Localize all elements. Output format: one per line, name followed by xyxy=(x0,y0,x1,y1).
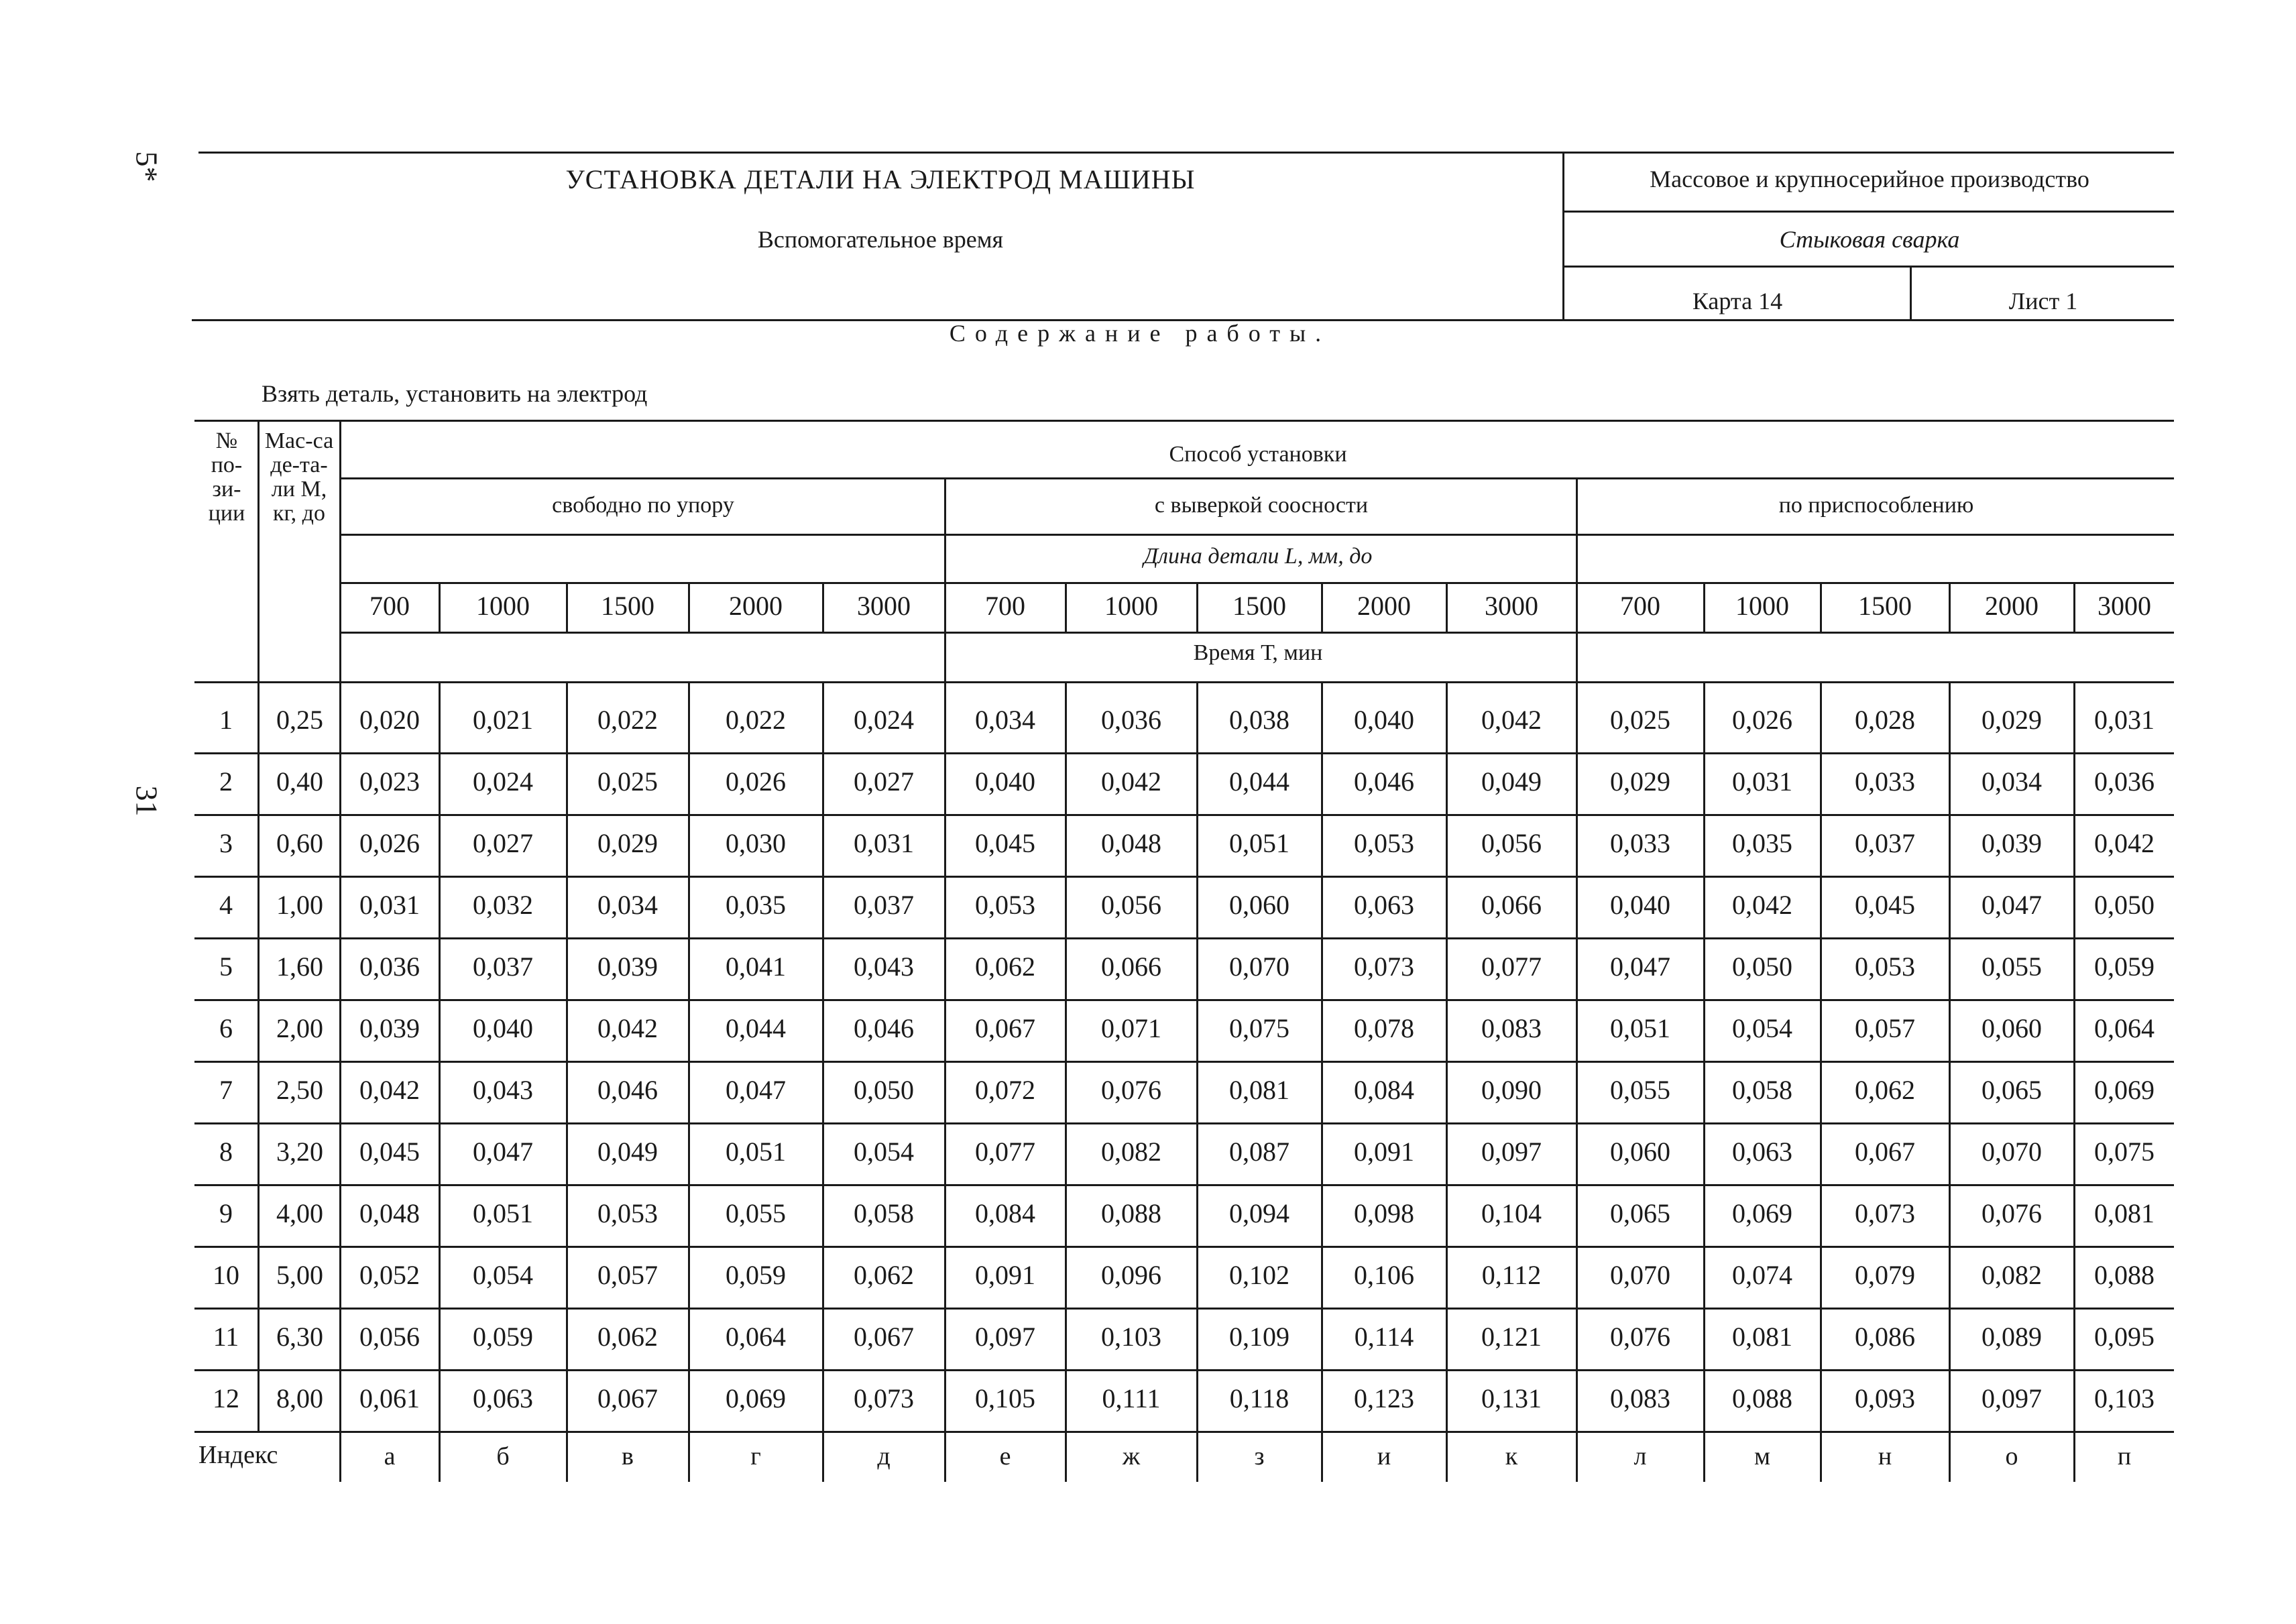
time-value-cell: 0,088 xyxy=(1101,1198,1161,1228)
time-value-cell: 0,088 xyxy=(2094,1260,2155,1290)
time-value-cell: 0,079 xyxy=(1855,1260,1915,1290)
card-number: Карта 14 xyxy=(1692,288,1783,314)
time-value-cell: 0,062 xyxy=(597,1322,658,1352)
time-value-cell: 0,078 xyxy=(1354,1013,1414,1043)
time-value-cell: 0,037 xyxy=(473,951,533,982)
time-value-cell: 0,039 xyxy=(359,1013,420,1043)
time-value-cell: 0,103 xyxy=(1101,1322,1161,1352)
time-value-cell: 0,089 xyxy=(1982,1322,2042,1352)
length-header: Длина детали L, мм, до xyxy=(1143,544,1373,569)
time-value-cell: 0,067 xyxy=(597,1383,658,1413)
method-free-stop: свободно по упору xyxy=(552,493,734,518)
time-value-cell: 0,037 xyxy=(854,890,914,920)
time-value-cell: 0,074 xyxy=(1732,1260,1792,1290)
length-value: 3000 xyxy=(2098,591,2151,621)
time-value-cell: 0,050 xyxy=(854,1075,914,1105)
time-value-cell: 0,064 xyxy=(726,1322,786,1352)
time-value-cell: 0,103 xyxy=(2094,1383,2155,1413)
time-value-cell: 0,065 xyxy=(1982,1075,2042,1105)
time-value-cell: 0,024 xyxy=(854,705,914,735)
time-value-cell: 0,091 xyxy=(975,1260,1035,1290)
time-value-cell: 0,054 xyxy=(854,1137,914,1167)
row-position-number: 7 xyxy=(219,1075,233,1105)
time-value-cell: 0,053 xyxy=(597,1198,658,1228)
time-value-cell: 0,050 xyxy=(2094,890,2155,920)
time-value-cell: 0,047 xyxy=(1610,951,1670,982)
time-value-cell: 0,030 xyxy=(726,828,786,858)
time-value-cell: 0,109 xyxy=(1229,1322,1289,1352)
time-value-cell: 0,053 xyxy=(1855,951,1915,982)
time-value-cell: 0,076 xyxy=(1101,1075,1161,1105)
time-value-cell: 0,039 xyxy=(1982,828,2042,858)
time-value-cell: 0,057 xyxy=(597,1260,658,1290)
time-value-cell: 0,031 xyxy=(2094,705,2155,735)
index-letter: к xyxy=(1505,1442,1518,1470)
time-value-cell: 0,059 xyxy=(2094,951,2155,982)
time-value-cell: 0,046 xyxy=(1354,766,1414,797)
time-value-cell: 0,025 xyxy=(1610,705,1670,735)
time-value-cell: 0,034 xyxy=(975,705,1035,735)
time-value-cell: 0,081 xyxy=(2094,1198,2155,1228)
time-value-cell: 0,026 xyxy=(726,766,786,797)
index-letter: а xyxy=(384,1442,396,1470)
time-value-cell: 0,040 xyxy=(1354,705,1414,735)
time-value-cell: 0,073 xyxy=(1855,1198,1915,1228)
time-value-cell: 0,051 xyxy=(1610,1013,1670,1043)
time-value-cell: 0,049 xyxy=(597,1137,658,1167)
time-value-cell: 0,065 xyxy=(1610,1198,1670,1228)
page-title: УСТАНОВКА ДЕТАЛИ НА ЭЛЕКТРОД МАШИНЫ xyxy=(565,164,1196,194)
time-value-cell: 0,097 xyxy=(1481,1137,1542,1167)
time-value-cell: 0,043 xyxy=(854,951,914,982)
time-value-cell: 0,055 xyxy=(726,1198,786,1228)
time-value-cell: 0,064 xyxy=(2094,1013,2155,1043)
time-value-cell: 0,072 xyxy=(975,1075,1035,1105)
time-value-cell: 0,035 xyxy=(726,890,786,920)
time-value-cell: 0,098 xyxy=(1354,1198,1414,1228)
time-value-cell: 0,058 xyxy=(854,1198,914,1228)
time-value-cell: 0,094 xyxy=(1229,1198,1289,1228)
time-value-cell: 0,052 xyxy=(359,1260,420,1290)
time-value-cell: 0,077 xyxy=(975,1137,1035,1167)
row-mass-value: 6,30 xyxy=(276,1322,323,1352)
production-type: Массовое и крупносерийное производство xyxy=(1650,166,2089,192)
index-letter: ж xyxy=(1122,1442,1141,1470)
time-value-cell: 0,071 xyxy=(1101,1013,1161,1043)
time-value-cell: 0,031 xyxy=(359,890,420,920)
time-value-cell: 0,097 xyxy=(975,1322,1035,1352)
time-value-cell: 0,131 xyxy=(1481,1383,1542,1413)
method-alignment: с выверкой соосности xyxy=(1154,493,1369,518)
time-value-cell: 0,062 xyxy=(854,1260,914,1290)
index-letter: в xyxy=(622,1442,634,1470)
method-header: Способ установки xyxy=(1169,442,1347,467)
index-letter: з xyxy=(1254,1442,1265,1470)
time-value-cell: 0,035 xyxy=(1732,828,1792,858)
time-value-cell: 0,045 xyxy=(975,828,1035,858)
time-value-cell: 0,063 xyxy=(1732,1137,1792,1167)
time-value-cell: 0,118 xyxy=(1229,1383,1289,1413)
time-value-cell: 0,086 xyxy=(1855,1322,1915,1352)
row-mass-value: 8,00 xyxy=(276,1383,323,1413)
time-value-cell: 0,090 xyxy=(1481,1075,1542,1105)
time-value-cell: 0,029 xyxy=(597,828,658,858)
time-value-cell: 0,036 xyxy=(359,951,420,982)
time-value-cell: 0,073 xyxy=(1354,951,1414,982)
index-letter: н xyxy=(1878,1442,1892,1470)
time-value-cell: 0,053 xyxy=(1354,828,1414,858)
length-value: 1000 xyxy=(1104,591,1158,621)
time-value-cell: 0,041 xyxy=(726,951,786,982)
time-value-cell: 0,069 xyxy=(2094,1075,2155,1105)
time-value-cell: 0,042 xyxy=(1732,890,1792,920)
time-value-cell: 0,067 xyxy=(854,1322,914,1352)
index-letter: п xyxy=(2117,1442,2132,1470)
time-value-cell: 0,084 xyxy=(975,1198,1035,1228)
time-value-cell: 0,070 xyxy=(1610,1260,1670,1290)
row-position-number: 6 xyxy=(219,1013,233,1043)
time-value-cell: 0,046 xyxy=(597,1075,658,1105)
time-value-cell: 0,042 xyxy=(359,1075,420,1105)
time-value-cell: 0,053 xyxy=(975,890,1035,920)
time-value-cell: 0,032 xyxy=(473,890,533,920)
time-value-cell: 0,083 xyxy=(1481,1013,1542,1043)
time-value-cell: 0,060 xyxy=(1982,1013,2042,1043)
time-value-cell: 0,066 xyxy=(1481,890,1542,920)
time-value-cell: 0,022 xyxy=(726,705,786,735)
row-mass-value: 1,60 xyxy=(276,951,323,982)
time-value-cell: 0,050 xyxy=(1732,951,1792,982)
time-value-cell: 0,075 xyxy=(2094,1137,2155,1167)
row-mass-value: 1,00 xyxy=(276,890,323,920)
time-value-cell: 0,066 xyxy=(1101,951,1161,982)
time-value-cell: 0,040 xyxy=(1610,890,1670,920)
time-value-cell: 0,043 xyxy=(473,1075,533,1105)
time-value-cell: 0,070 xyxy=(1982,1137,2042,1167)
time-value-cell: 0,076 xyxy=(1982,1198,2042,1228)
index-letter: и xyxy=(1377,1442,1391,1470)
time-value-cell: 0,040 xyxy=(473,1013,533,1043)
work-heading: Содержание работы. xyxy=(949,320,1331,347)
time-value-cell: 0,069 xyxy=(1732,1198,1792,1228)
time-value-cell: 0,021 xyxy=(473,705,533,735)
index-letter: о xyxy=(2005,1442,2018,1470)
time-value-cell: 0,077 xyxy=(1481,951,1542,982)
time-value-cell: 0,087 xyxy=(1229,1137,1289,1167)
time-value-cell: 0,042 xyxy=(597,1013,658,1043)
time-value-cell: 0,081 xyxy=(1229,1075,1289,1105)
row-position-number: 5 xyxy=(219,951,233,982)
row-mass-value: 3,20 xyxy=(276,1137,323,1167)
time-value-cell: 0,055 xyxy=(1982,951,2042,982)
time-value-cell: 0,047 xyxy=(1982,890,2042,920)
time-value-cell: 0,073 xyxy=(854,1383,914,1413)
time-value-cell: 0,102 xyxy=(1229,1260,1289,1290)
time-value-cell: 0,027 xyxy=(854,766,914,797)
time-value-cell: 0,061 xyxy=(359,1383,420,1413)
length-value: 2000 xyxy=(1985,591,2039,621)
time-value-cell: 0,047 xyxy=(726,1075,786,1105)
time-value-cell: 0,026 xyxy=(359,828,420,858)
time-value-cell: 0,083 xyxy=(1610,1383,1670,1413)
work-description: Взять деталь, установить на электрод xyxy=(262,380,648,407)
time-value-cell: 0,033 xyxy=(1610,828,1670,858)
time-value-cell: 0,055 xyxy=(1610,1075,1670,1105)
process-type: Стыковая сварка xyxy=(1779,226,1960,253)
row-position-number: 10 xyxy=(213,1260,239,1290)
time-value-cell: 0,026 xyxy=(1732,705,1792,735)
time-value-cell: 0,106 xyxy=(1354,1260,1414,1290)
row-position-number: 3 xyxy=(219,828,233,858)
index-letter: е xyxy=(999,1442,1011,1470)
time-value-cell: 0,062 xyxy=(975,951,1035,982)
time-value-cell: 0,027 xyxy=(473,828,533,858)
time-value-cell: 0,034 xyxy=(1982,766,2042,797)
time-value-cell: 0,051 xyxy=(726,1137,786,1167)
time-value-cell: 0,047 xyxy=(473,1137,533,1167)
row-mass-value: 0,25 xyxy=(276,705,323,735)
index-letter: л xyxy=(1633,1442,1647,1470)
time-value-cell: 0,051 xyxy=(1229,828,1289,858)
time-value-cell: 0,082 xyxy=(1101,1137,1161,1167)
time-value-cell: 0,056 xyxy=(359,1322,420,1352)
length-value: 1500 xyxy=(601,591,654,621)
time-value-cell: 0,057 xyxy=(1855,1013,1915,1043)
time-value-cell: 0,121 xyxy=(1481,1322,1542,1352)
time-value-cell: 0,056 xyxy=(1101,890,1161,920)
row-mass-value: 0,60 xyxy=(276,828,323,858)
page-number: 31 xyxy=(129,785,164,817)
row-position-number: 9 xyxy=(219,1198,233,1228)
time-value-cell: 0,029 xyxy=(1610,766,1670,797)
length-value: 2000 xyxy=(1357,591,1411,621)
length-value: 700 xyxy=(369,591,410,621)
length-value: 3000 xyxy=(1485,591,1538,621)
time-value-cell: 0,114 xyxy=(1354,1322,1414,1352)
time-value-cell: 0,049 xyxy=(1481,766,1542,797)
length-value: 1000 xyxy=(476,591,530,621)
time-value-cell: 0,022 xyxy=(597,705,658,735)
time-value-cell: 0,048 xyxy=(1101,828,1161,858)
row-position-number: 11 xyxy=(213,1322,239,1352)
time-value-cell: 0,075 xyxy=(1229,1013,1289,1043)
time-value-cell: 0,084 xyxy=(1354,1075,1414,1105)
time-value-cell: 0,097 xyxy=(1982,1383,2042,1413)
time-value-cell: 0,054 xyxy=(1732,1013,1792,1043)
column-header-mass: Мас-са де-та-ли М, кг, до xyxy=(264,428,334,526)
length-value: 1500 xyxy=(1232,591,1286,621)
time-value-cell: 0,082 xyxy=(1982,1260,2042,1290)
time-value-cell: 0,105 xyxy=(975,1383,1035,1413)
time-value-cell: 0,063 xyxy=(473,1383,533,1413)
time-value-cell: 0,088 xyxy=(1732,1383,1792,1413)
sheet-number: Лист 1 xyxy=(2008,288,2078,314)
time-value-cell: 0,034 xyxy=(597,890,658,920)
time-value-cell: 0,059 xyxy=(726,1260,786,1290)
length-value: 700 xyxy=(1620,591,1660,621)
time-value-cell: 0,023 xyxy=(359,766,420,797)
time-value-cell: 0,069 xyxy=(726,1383,786,1413)
time-value-cell: 0,044 xyxy=(1229,766,1289,797)
length-value: 1500 xyxy=(1858,591,1912,621)
time-value-cell: 0,076 xyxy=(1610,1322,1670,1352)
time-value-cell: 0,028 xyxy=(1855,705,1915,735)
index-letter: д xyxy=(877,1442,891,1470)
time-value-cell: 0,031 xyxy=(854,828,914,858)
time-value-cell: 0,048 xyxy=(359,1198,420,1228)
time-value-cell: 0,123 xyxy=(1354,1383,1414,1413)
length-value: 2000 xyxy=(729,591,783,621)
row-position-number: 8 xyxy=(219,1137,233,1167)
row-mass-value: 4,00 xyxy=(276,1198,323,1228)
time-value-cell: 0,042 xyxy=(1481,705,1542,735)
time-value-cell: 0,056 xyxy=(1481,828,1542,858)
time-value-cell: 0,044 xyxy=(726,1013,786,1043)
index-letter: б xyxy=(496,1442,510,1470)
time-value-cell: 0,067 xyxy=(1855,1137,1915,1167)
row-position-number: 2 xyxy=(219,766,233,797)
time-value-cell: 0,042 xyxy=(2094,828,2155,858)
time-value-cell: 0,111 xyxy=(1102,1383,1161,1413)
time-value-cell: 0,031 xyxy=(1732,766,1792,797)
length-value: 1000 xyxy=(1735,591,1789,621)
time-value-cell: 0,063 xyxy=(1354,890,1414,920)
time-value-cell: 0,054 xyxy=(473,1260,533,1290)
row-mass-value: 2,50 xyxy=(276,1075,323,1105)
time-value-cell: 0,104 xyxy=(1481,1198,1542,1228)
time-value-cell: 0,040 xyxy=(975,766,1035,797)
time-value-cell: 0,067 xyxy=(975,1013,1035,1043)
time-value-cell: 0,024 xyxy=(473,766,533,797)
time-value-cell: 0,033 xyxy=(1855,766,1915,797)
method-fixture: по приспособлению xyxy=(1778,493,1974,518)
page-subtitle: Вспомогательное время xyxy=(757,226,1004,253)
time-value-cell: 0,081 xyxy=(1732,1322,1792,1352)
column-header-position: № по-зи-ции xyxy=(208,428,245,526)
time-value-cell: 0,039 xyxy=(597,951,658,982)
time-value-cell: 0,051 xyxy=(473,1198,533,1228)
time-value-cell: 0,060 xyxy=(1610,1137,1670,1167)
row-mass-value: 2,00 xyxy=(276,1013,323,1043)
time-value-cell: 0,046 xyxy=(854,1013,914,1043)
length-value: 3000 xyxy=(857,591,911,621)
time-value-cell: 0,091 xyxy=(1354,1137,1414,1167)
index-letter: г xyxy=(750,1442,761,1470)
row-position-number: 4 xyxy=(219,890,233,920)
time-value-cell: 0,112 xyxy=(1481,1260,1542,1290)
index-letter: м xyxy=(1754,1442,1771,1470)
time-value-cell: 0,058 xyxy=(1732,1075,1792,1105)
time-value-cell: 0,036 xyxy=(1101,705,1161,735)
time-value-cell: 0,038 xyxy=(1229,705,1289,735)
row-mass-value: 5,00 xyxy=(276,1260,323,1290)
margin-mark: 5* xyxy=(129,151,164,182)
time-value-cell: 0,029 xyxy=(1982,705,2042,735)
time-value-cell: 0,060 xyxy=(1229,890,1289,920)
time-value-cell: 0,020 xyxy=(359,705,420,735)
index-label: Индекс xyxy=(198,1441,278,1469)
length-value: 700 xyxy=(985,591,1025,621)
time-value-cell: 0,036 xyxy=(2094,766,2155,797)
time-value-cell: 0,095 xyxy=(2094,1322,2155,1352)
time-value-cell: 0,093 xyxy=(1855,1383,1915,1413)
row-mass-value: 0,40 xyxy=(276,766,323,797)
time-value-cell: 0,062 xyxy=(1855,1075,1915,1105)
row-position-number: 1 xyxy=(219,705,233,735)
time-value-cell: 0,045 xyxy=(1855,890,1915,920)
time-value-cell: 0,042 xyxy=(1101,766,1161,797)
time-value-cell: 0,070 xyxy=(1229,951,1289,982)
time-value-cell: 0,037 xyxy=(1855,828,1915,858)
time-value-cell: 0,025 xyxy=(597,766,658,797)
time-value-cell: 0,059 xyxy=(473,1322,533,1352)
time-header: Время Т, мин xyxy=(1193,640,1323,665)
time-value-cell: 0,045 xyxy=(359,1137,420,1167)
time-value-cell: 0,096 xyxy=(1101,1260,1161,1290)
row-position-number: 12 xyxy=(213,1383,239,1413)
